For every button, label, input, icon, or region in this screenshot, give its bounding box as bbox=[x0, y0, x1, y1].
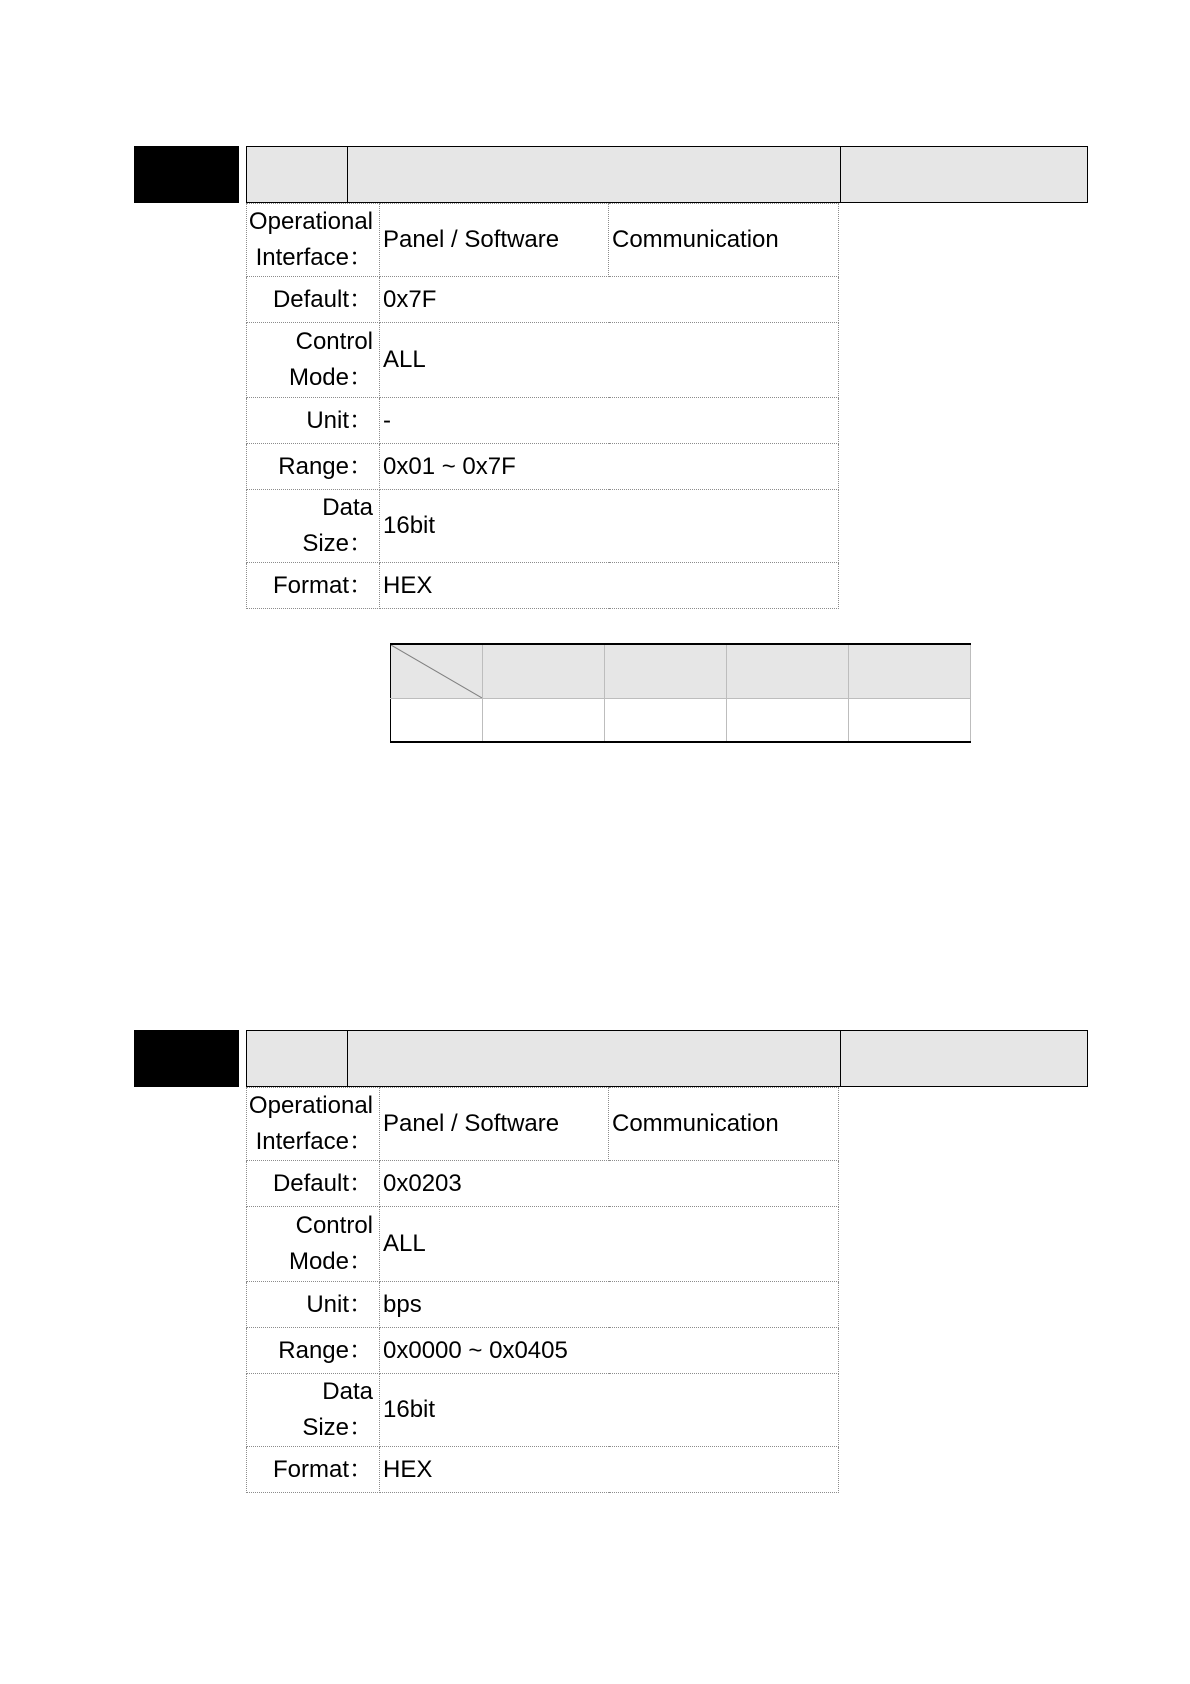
table-cell bbox=[483, 699, 605, 743]
control-mode-label bbox=[247, 323, 380, 398]
range-value: 0x01 ~ 0x7F bbox=[380, 444, 839, 490]
row-data-size bbox=[247, 1374, 839, 1447]
control-mode-line2: Mode： bbox=[288, 364, 373, 391]
default-value: 0x0203 bbox=[380, 1161, 839, 1207]
interface-label-line2: Interface： bbox=[255, 1128, 373, 1155]
interface-label bbox=[247, 204, 380, 277]
panel-software-value: Panel / Software bbox=[380, 1088, 609, 1161]
format-label: Format： bbox=[247, 1447, 380, 1493]
setting-table-header bbox=[391, 644, 971, 699]
communication-value: Communication bbox=[609, 1088, 839, 1161]
control-mode-line1: Control bbox=[295, 328, 373, 355]
interface-label-line2: Interface： bbox=[255, 244, 373, 271]
default-label: Default： bbox=[247, 1161, 380, 1207]
setting-table bbox=[390, 643, 971, 743]
data-size-label: Data Size： bbox=[247, 1374, 380, 1447]
diagonal-line bbox=[391, 645, 482, 698]
control-mode-line2: Mode： bbox=[288, 1248, 373, 1275]
header-divider bbox=[347, 147, 348, 202]
range-value: 0x0000 ~ 0x0405 bbox=[380, 1328, 839, 1374]
param-table-1 bbox=[246, 203, 839, 609]
interface-label-line1: Operational bbox=[248, 1092, 373, 1119]
format-value: HEX bbox=[380, 1447, 839, 1493]
control-mode-line1: Control bbox=[295, 1212, 373, 1239]
table-cell bbox=[605, 699, 727, 743]
row-format bbox=[247, 563, 839, 609]
header-cell bbox=[605, 644, 727, 699]
control-mode-value: ALL bbox=[380, 1207, 839, 1282]
row-range bbox=[247, 1328, 839, 1374]
diagonal-header-cell bbox=[391, 644, 483, 699]
data-size-value: 16bit bbox=[380, 1374, 839, 1447]
format-value: HEX bbox=[380, 563, 839, 609]
row-default bbox=[247, 277, 839, 323]
param-tab-1 bbox=[134, 146, 239, 203]
default-label: Default： bbox=[247, 277, 380, 323]
control-mode-value: ALL bbox=[380, 323, 839, 398]
row-interface bbox=[247, 204, 839, 277]
header-divider bbox=[840, 147, 841, 202]
row-control-mode bbox=[247, 323, 839, 398]
communication-value: Communication bbox=[609, 204, 839, 277]
range-label: Range： bbox=[247, 444, 380, 490]
unit-value: - bbox=[380, 398, 839, 444]
row-default bbox=[247, 1161, 839, 1207]
param-tab-2 bbox=[134, 1030, 239, 1087]
row-data-size bbox=[247, 490, 839, 563]
data-size-value: 16bit bbox=[380, 490, 839, 563]
param-table-2 bbox=[246, 1087, 839, 1493]
header-divider bbox=[840, 1031, 841, 1086]
range-label: Range： bbox=[247, 1328, 380, 1374]
row-unit bbox=[247, 398, 839, 444]
table-cell bbox=[727, 699, 849, 743]
interface-label-line1: Operational bbox=[248, 208, 373, 235]
format-label: Format： bbox=[247, 563, 380, 609]
row-interface bbox=[247, 1088, 839, 1161]
table-cell bbox=[391, 699, 483, 743]
param-header-1 bbox=[246, 146, 1088, 203]
header-cell bbox=[849, 644, 971, 699]
header-divider bbox=[347, 1031, 348, 1086]
unit-value: bps bbox=[380, 1282, 839, 1328]
table-cell bbox=[849, 699, 971, 743]
row-control-mode bbox=[247, 1207, 839, 1282]
control-mode-label bbox=[247, 1207, 380, 1282]
header-cell bbox=[483, 644, 605, 699]
setting-table-row bbox=[391, 699, 971, 743]
row-unit bbox=[247, 1282, 839, 1328]
row-format bbox=[247, 1447, 839, 1493]
interface-label bbox=[247, 1088, 380, 1161]
unit-label: Unit： bbox=[247, 398, 380, 444]
header-cell bbox=[727, 644, 849, 699]
row-range bbox=[247, 444, 839, 490]
default-value: 0x7F bbox=[380, 277, 839, 323]
data-size-label: Data Size： bbox=[247, 490, 380, 563]
unit-label: Unit： bbox=[247, 1282, 380, 1328]
panel-software-value: Panel / Software bbox=[380, 204, 609, 277]
param-header-2 bbox=[246, 1030, 1088, 1087]
